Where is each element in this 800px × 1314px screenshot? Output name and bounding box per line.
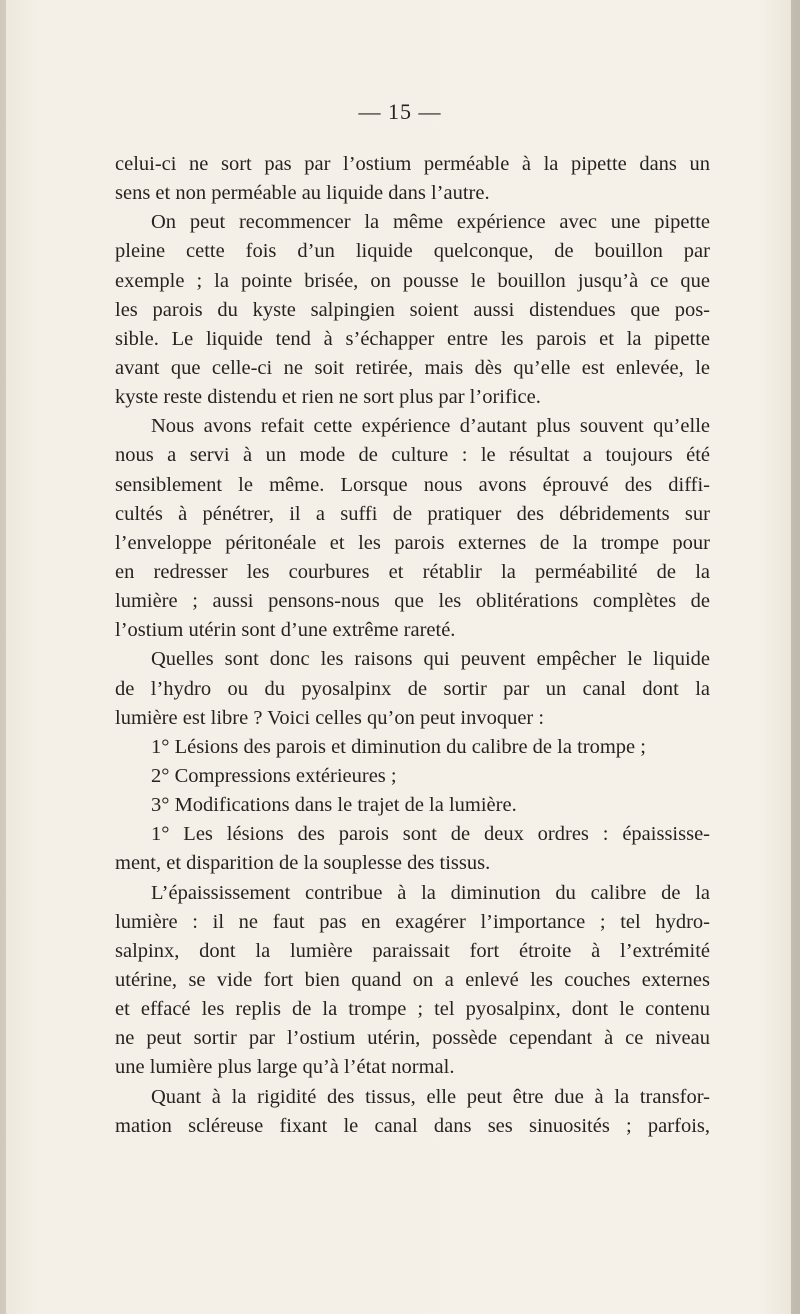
text-line: celui-ci ne sort pas par l’ostium perméable à la pipette dans un: [115, 153, 710, 175]
page-edge-left: [0, 0, 6, 1314]
text-line: et effacé les replis de la trompe ; tel pyosalpinx, dont le contenu: [115, 998, 710, 1021]
text-line: l’enveloppe péritonéale et les parois externes de la trompe pour: [115, 531, 710, 554]
page-edge-right: [791, 0, 800, 1314]
text-line: lumière ; aussi pensons-nous que les oblitérations complètes de: [115, 590, 710, 613]
text-line: lumière : il ne faut pas en exagérer l’importance ; tel hydro-: [115, 910, 710, 933]
text-line: kyste reste distendu et rien ne sort plus par l’orifice.: [115, 386, 541, 409]
text-line: On peut recommencer la même expérience avec une pipette: [151, 211, 710, 234]
body-text: [115, 150, 710, 1141]
text-line: nous a servi à un mode de culture : le résultat a toujours été: [115, 444, 710, 467]
text-line: avant que celle-ci ne soit retirée, mais dès qu’elle est enlevée, le: [115, 356, 710, 379]
text-line: Quant à la rigidité des tissus, elle peut être due à la transfor-: [151, 1085, 710, 1108]
text-line: lumière est libre ? Voici celles qu’on peut invoquer :: [115, 706, 545, 729]
page-number: — 15 —: [358, 99, 442, 124]
text-line: les parois du kyste salpingien soient aussi distendues que pos-: [115, 298, 710, 321]
text-line: Nous avons refait cette expérience d’autant plus souvent qu’elle: [151, 415, 710, 438]
text-line: sensiblement le même. Lorsque nous avons éprouvé des diffi-: [115, 473, 710, 496]
text-line: cultés à pénétrer, il a suffi de pratiquer des débridements sur: [115, 502, 710, 525]
text-line: de l’hydro ou du pyosalpinx de sortir par un canal dont la: [115, 677, 710, 700]
text-line: 1° Lésions des parois et diminution du calibre de la trompe ;: [151, 735, 646, 758]
text-line: L’épaississement contribue à la diminution du calibre de la: [151, 881, 710, 904]
text-line: 3° Modifications dans le trajet de la lumière.: [151, 794, 517, 817]
text-line: ne peut sortir par l’ostium utérin, possède cependant à ce niveau: [115, 1027, 710, 1050]
text-line: l’ostium utérin sont d’une extrême rareté.: [115, 619, 456, 642]
text-line: ment, et disparition de la souplesse des tissus.: [115, 852, 491, 875]
text-line: mation scléreuse fixant le canal dans ses sinuosités ; parfois,: [115, 1114, 710, 1137]
text-line: utérine, se vide fort bien quand on a enlevé les couches externes: [115, 968, 710, 991]
text-line: salpinx, dont la lumière paraissait fort étroite à l’extrémité: [115, 939, 710, 962]
text-line: en redresser les courbures et rétablir la perméabilité de la: [115, 560, 710, 583]
text-line: sens et non perméable au liquide dans l’autre.: [115, 182, 490, 205]
text-line: sible. Le liquide tend à s’échapper entre les parois et la pipette: [115, 327, 710, 350]
text-line: une lumière plus large qu’à l’état normal.: [115, 1056, 455, 1079]
text-line: 2° Compressions extérieures ;: [151, 764, 397, 787]
text-line: pleine cette fois d’un liquide quelconque, de bouillon par: [115, 240, 710, 263]
text-line: Quelles sont donc les raisons qui peuvent empêcher le liquide: [151, 648, 710, 671]
text-line: exemple ; la pointe brisée, on pousse le bouillon jusqu’à ce que: [115, 269, 710, 292]
text-line: 1° Les lésions des parois sont de deux ordres : épaississe-: [151, 823, 710, 846]
